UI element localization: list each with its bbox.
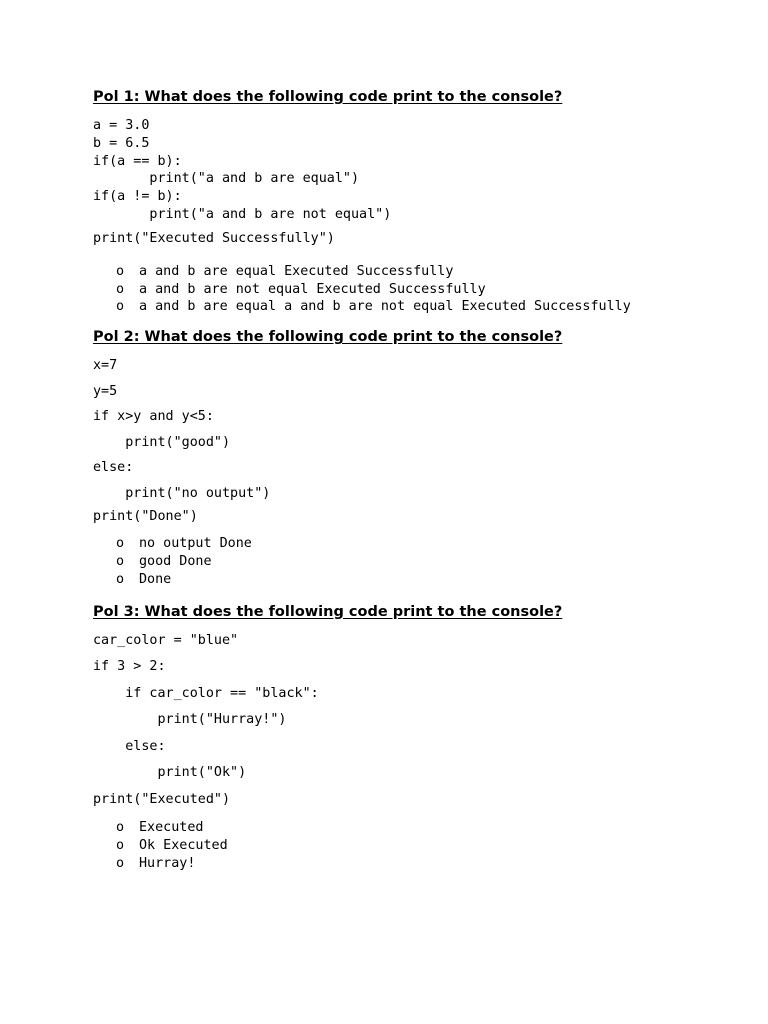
answer-options xyxy=(93,819,733,872)
code-line: y=5 xyxy=(93,383,118,399)
answer-options xyxy=(93,535,733,588)
document-page xyxy=(93,86,733,872)
answer-option[interactable] xyxy=(116,571,733,589)
option-text: a and b are equal a and b are not equal Executed Successfully xyxy=(139,299,631,315)
bullet-icon: o xyxy=(116,263,125,279)
answer-option[interactable] xyxy=(116,855,733,873)
code-line: print("good") xyxy=(93,434,231,450)
answer-options xyxy=(93,263,733,316)
question-heading: Pol 3: What does the following code print to the console? xyxy=(93,603,563,620)
code-line: print("no output") xyxy=(93,485,271,501)
question-heading: Pol 2: What does the following code print to the console? xyxy=(93,329,563,346)
answer-option[interactable] xyxy=(116,298,733,316)
code-block xyxy=(93,117,733,224)
option-text: a and b are not equal Executed Successfully xyxy=(139,281,486,297)
code-line: if 3 > 2: xyxy=(93,659,166,675)
code-line: print("a and b are equal") xyxy=(93,171,360,187)
answer-option[interactable] xyxy=(116,819,733,837)
bullet-icon: o xyxy=(116,553,125,569)
bullet-icon: o xyxy=(116,536,125,552)
code-block xyxy=(93,628,733,814)
answer-option[interactable] xyxy=(116,281,733,299)
code-line: x=7 xyxy=(93,358,118,374)
bullet-icon: o xyxy=(116,837,125,853)
code-line: if x>y and y<5: xyxy=(93,409,214,425)
option-text: Executed xyxy=(139,820,204,836)
code-line-final: print("Executed Successfully") xyxy=(93,230,335,246)
bullet-icon: o xyxy=(116,571,125,587)
option-text: Ok Executed xyxy=(139,837,228,853)
code-line-final: print("Done") xyxy=(93,509,198,525)
code-line: else: xyxy=(93,460,134,476)
question-2 xyxy=(93,326,733,588)
bullet-icon: o xyxy=(116,855,125,871)
code-line: print("Hurray!") xyxy=(93,712,287,728)
bullet-icon: o xyxy=(116,281,125,297)
code-line: print("a and b are not equal") xyxy=(93,206,392,222)
answer-option[interactable] xyxy=(116,553,733,571)
option-text: good Done xyxy=(139,553,212,569)
question-1 xyxy=(93,86,733,316)
option-text: Done xyxy=(139,571,172,587)
code-line: print("Ok") xyxy=(93,765,247,781)
code-line: b = 6.5 xyxy=(93,135,150,151)
code-line: if(a == b): xyxy=(93,153,182,169)
code-line: if(a != b): xyxy=(93,189,182,205)
code-line: else: xyxy=(93,738,166,754)
bullet-icon: o xyxy=(116,820,125,836)
code-line: if car_color == "black": xyxy=(93,685,319,701)
bullet-icon: o xyxy=(116,299,125,315)
answer-option[interactable] xyxy=(116,263,733,281)
code-line: a = 3.0 xyxy=(93,118,150,133)
option-text: no output Done xyxy=(139,536,252,552)
option-text: a and b are equal Executed Successfully xyxy=(139,263,454,279)
code-line: car_color = "blue" xyxy=(93,632,239,648)
code-line: print("Executed") xyxy=(93,791,231,807)
code-block xyxy=(93,353,733,506)
option-text: Hurray! xyxy=(139,855,196,871)
answer-option[interactable] xyxy=(116,837,733,855)
answer-option[interactable] xyxy=(116,535,733,553)
question-heading: Pol 1: What does the following code print to the console? xyxy=(93,89,563,105)
question-3 xyxy=(93,601,733,873)
